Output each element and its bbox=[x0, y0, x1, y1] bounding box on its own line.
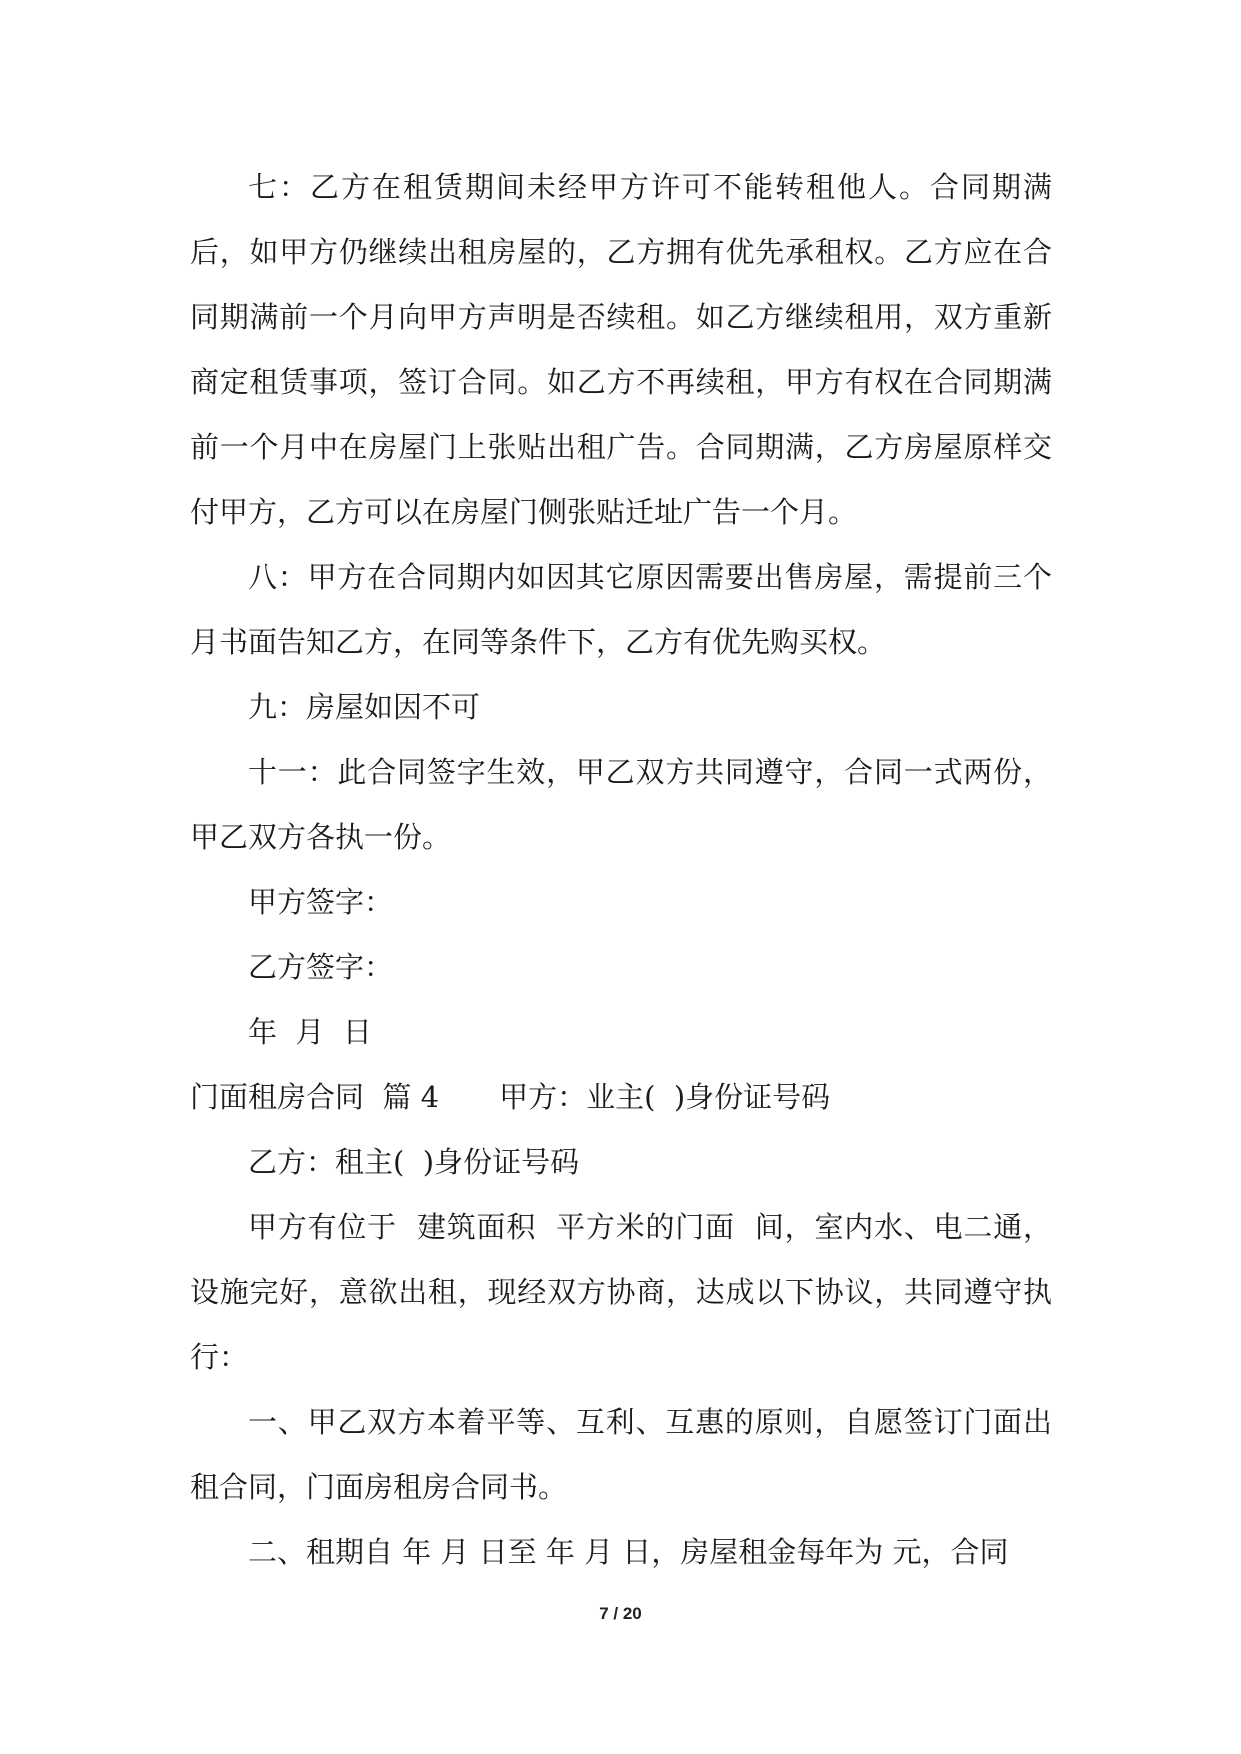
party-a-id-line: 甲方：业主( )身份证号码 bbox=[499, 1080, 831, 1114]
clause-1-paragraph: 一、甲乙双方本着平等、互利、互惠的原则，自愿签订门面出租合同，门面房租房合同书。 bbox=[190, 1405, 1052, 1504]
date-line: 年 月 日 bbox=[248, 1015, 372, 1049]
clause-7-paragraph: 七：乙方在租赁期间未经甲方许可不能转租他人。合同期满后，如甲方仍继续出租房屋的，乙方拥有优先承租权。乙方应在合同期满前一个月向甲方声明是否续租。如乙方继续租用，双方重新商定租赁事项，签订合同。如乙方不再续租，甲方有权在合同期满前一个月中在房屋门上张贴出租广告。合同期满，乙方房屋原样交付甲方，乙方可以在房屋门侧张贴迁址广告一个月。 bbox=[190, 170, 1052, 529]
party-b-id-line: 乙方：租主( )身份证号码 bbox=[248, 1145, 580, 1179]
clause-9-paragraph: 九：房屋如因不可 bbox=[248, 690, 481, 724]
clause-8-paragraph: 八：甲方在合同期内如因其它原因需要出售房屋，需提前三个月书面告知乙方，在同等条件下，乙方有优先购买权。 bbox=[190, 560, 1052, 659]
section-heading bbox=[190, 1065, 1052, 1130]
document-body bbox=[190, 155, 1052, 1585]
clause-11-paragraph: 十一：此合同签字生效，甲乙双方共同遵守，合同一式两份，甲乙双方各执一份。 bbox=[190, 755, 1052, 854]
section-title: 门面租房合同 篇 4 bbox=[190, 1080, 440, 1114]
premises-paragraph: 甲方有位于 建筑面积 平方米的门面 间，室内水、电二通，设施完好，意欲出租，现经双方协商，达成以下协议，共同遵守执行： bbox=[190, 1210, 1052, 1374]
party-a-signature-line: 甲方签字： bbox=[248, 885, 394, 919]
clause-2-paragraph: 二、租期自 年 月 日至 年 月 日，房屋租金每年为 元，合同 bbox=[248, 1535, 1009, 1569]
page-number: 7 / 20 bbox=[599, 1604, 642, 1623]
party-b-signature-line: 乙方签字： bbox=[248, 950, 394, 984]
